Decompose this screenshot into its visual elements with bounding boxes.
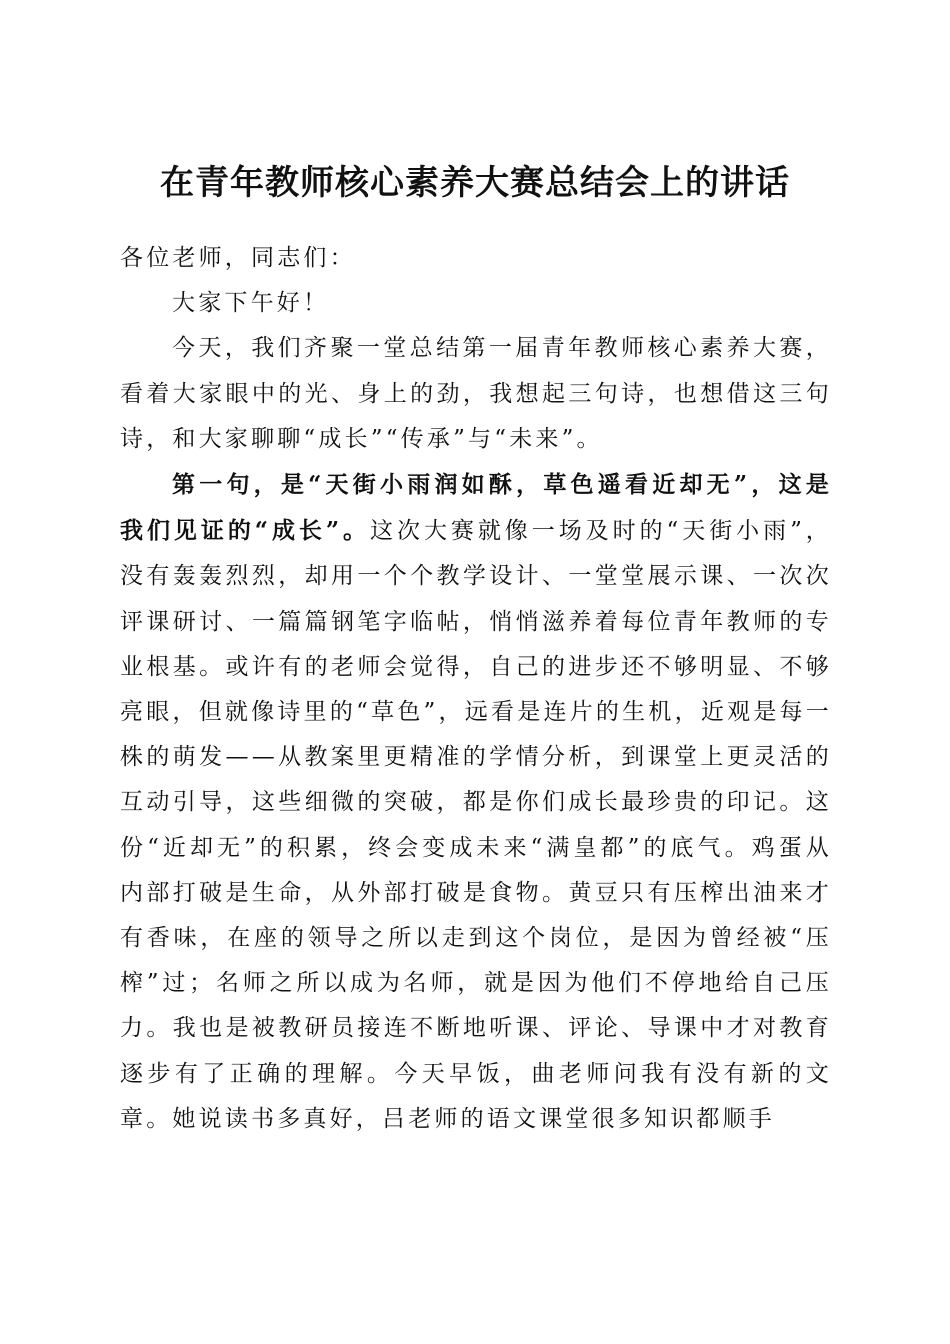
document-title: 在青年教师核心素养大赛总结会上的讲话 <box>160 162 790 203</box>
document-body <box>120 236 832 1142</box>
paragraph-2-lead: 第一句，是“天街小雨润如酥，草色遥看近却无”，这是我们见证的“成长”。 <box>120 471 832 545</box>
paragraph-2-body: 这次大赛就像一场及时的“天街小雨”，没有轰轰烈烈，却用一个个教学设计、一堂堂展示课、一次次评课研讨、一篇篇钢笔字临帖，悄悄滋养着每位青年教师的专业根基。或许有的老师会觉得，自己的进步还不够明显、不够亮眼，但就像诗里的“草色”，远看是连片的生机，近观是每一株的萌发——从教案里更精准的学情分析，到课堂上更灵活的互动引导，这些细微的突破，都是你们成长最珍贵的印记。这份“近却无”的积累，终会变成未来“满皇都”的底气。鸡蛋从内部打破是生命，从外部打破是食物。黄豆只有压榨出油来才有香味，在座的领导之所以走到这个岗位，是因为曾经被“压榨”过；名师之所以成为名师，就是因为他们不停地给自己压力。我也是被教研员接连不断地听课、评论、导课中才对教育逐步有了正确的理解。今天早饭，曲老师问我有没有新的文章。她说读书多真好，吕老师的语文课堂很多知识都顺手 <box>120 518 832 1132</box>
paragraph-2 <box>120 462 832 1142</box>
greeting: 大家下午好！ <box>172 290 330 317</box>
salutation: 各位老师，同志们： <box>120 245 356 271</box>
paragraph-1: 今天，我们齐聚一堂总结第一届青年教师核心素养大赛，看着大家眼中的光、身上的劲，我想起三句诗，也想借这三句诗，和大家聊聊“成长”“传承”与“未来”。 <box>120 335 832 452</box>
